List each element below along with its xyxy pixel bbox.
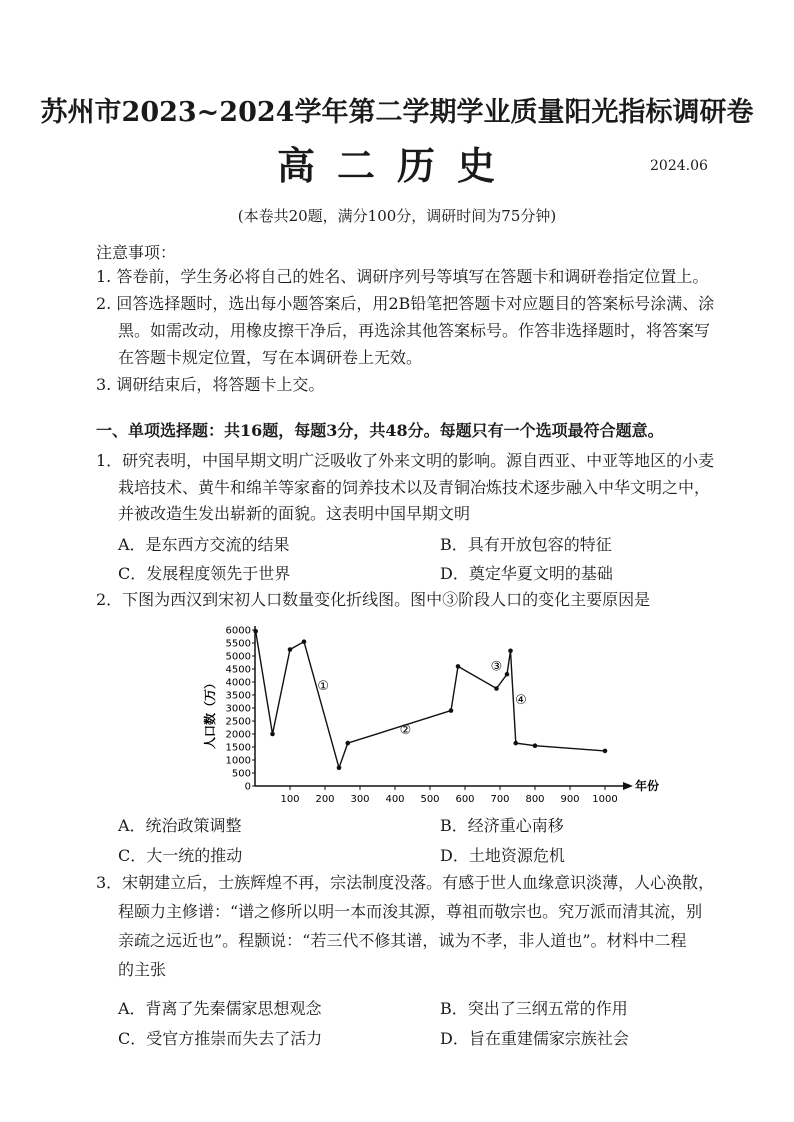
chart-annotations: [317, 659, 526, 738]
x-tick-label: 300: [350, 794, 370, 805]
data-point: [288, 647, 293, 652]
q3-stem-line: 亲疏之远近也”。程颢说：“若三代不修其谱，诚为不孝，非人道也”。材料中二程: [118, 931, 687, 950]
q1-option-d: D．奠定华夏文明的基础: [440, 564, 613, 583]
q3-stem-line: 3．宋朝建立后，士族辉煌不再，宗法制度没落。有感于世人血缘意识淡薄，人心涣散，: [96, 873, 715, 892]
q3-option-b: B．突出了三纲五常的作用: [440, 999, 628, 1018]
stage-label: ①: [317, 678, 330, 694]
population-line: [256, 631, 605, 768]
q3-option-d: D．旨在重建儒家宗族社会: [440, 1029, 629, 1048]
y-tick-label: 4500: [225, 664, 251, 676]
data-point: [337, 766, 342, 771]
x-tick-label: 800: [525, 794, 545, 805]
notice-item: 3. 调研结束后，将答题卡上交。: [96, 375, 325, 394]
q1-stem-line: 并被改造生发出崭新的面貌。这表明中国早期文明: [118, 504, 471, 523]
y-tick-label: 3000: [225, 703, 251, 715]
x-axis-label: 年份: [635, 779, 660, 793]
notice-item: 黑。如需改动，用橡皮擦干净后，再选涂其他答案标号。作答非选择题时，将答案写: [118, 321, 711, 340]
stage-label: ②: [399, 723, 412, 738]
q1-option-a: A．是东西方交流的结果: [118, 535, 290, 554]
y-tick-label: 5000: [225, 651, 251, 663]
q1-stem-line: 栽培技术、黄牛和绵羊等家畜的饲养技术以及青铜冶炼技术逐步融入中华文明之中，: [118, 478, 711, 497]
q1-option-c: C．发展程度领先于世界: [118, 564, 291, 583]
data-point: [508, 649, 513, 654]
y-tick-label: 0: [244, 781, 251, 793]
subject-title: 高二历史: [276, 143, 517, 188]
chart-ticks: [226, 626, 618, 806]
q2-option-c: C．大一统的推动: [118, 846, 243, 865]
data-point: [513, 741, 518, 746]
q3-option-c: C．受官方推崇而失去了活力: [118, 1029, 323, 1048]
notice-item: 在答题卡规定位置，写在本调研卷上无效。: [118, 348, 423, 367]
data-point: [603, 749, 608, 754]
chart-axes: [202, 626, 659, 793]
x-tick-label: 900: [560, 794, 580, 805]
q2-stem: 2．下图为西汉到宋初人口数量变化折线图。图中③阶段人口的变化主要原因是: [96, 590, 651, 609]
population-line-chart: [200, 618, 660, 808]
data-point: [505, 672, 510, 677]
y-tick-label: 5500: [225, 638, 251, 650]
data-point: [253, 629, 258, 634]
y-axis-label: 人口数（万）: [203, 676, 217, 750]
stage-label: ③: [490, 659, 503, 675]
data-point: [302, 639, 307, 644]
q3-stem-line: 的主张: [118, 960, 167, 979]
q2-option-a: A．统治政策调整: [118, 816, 242, 835]
data-point: [533, 743, 538, 748]
x-tick-label: 200: [315, 794, 335, 805]
y-tick-label: 6000: [225, 625, 251, 637]
x-tick-label: 400: [385, 794, 405, 805]
chart-series: [253, 629, 607, 770]
x-axis-arrow: [623, 782, 633, 790]
section-heading: 一、单项选择题：共16题，每题3分，共48分。每题只有一个选项最符合题意。: [96, 421, 664, 440]
y-tick-label: 500: [231, 768, 251, 780]
notice-heading: 注意事项：: [96, 243, 177, 262]
notice-item: 2. 回答选择题时，选出每小题答案后，用2B铅笔把答题卡对应题目的答案标号涂满、涂: [96, 294, 715, 313]
data-point: [494, 686, 499, 691]
x-tick-label: 100: [280, 794, 300, 805]
data-point: [270, 732, 275, 737]
q2-option-b: B．经济重心南移: [440, 816, 564, 835]
q3-option-a: A．背离了先秦儒家思想观念: [118, 999, 322, 1018]
exam-note: (本卷共20题，满分100分，调研时间为75分钟): [237, 207, 557, 225]
y-tick-label: 1500: [225, 742, 251, 754]
x-tick-label: 500: [420, 794, 440, 805]
y-tick-label: 2000: [225, 729, 251, 741]
q2-option-d: D．土地资源危机: [440, 846, 565, 865]
q1-stem-line: 1．研究表明，中国早期文明广泛吸收了外来文明的影响。源自西亚、中亚等地区的小麦: [96, 451, 715, 470]
stage-label: ④: [515, 693, 527, 709]
data-point: [449, 708, 454, 713]
exam-date: 2024.06: [650, 158, 708, 174]
q3-stem-line: 程颐力主修谱：“谱之修所以明一本而浚其源，尊祖而敬宗也。究万派而清其流，别: [118, 902, 703, 921]
notice-item: 1. 答卷前，学生务必将自己的姓名、调研序列号等填写在答题卡和调研卷指定位置上。: [96, 267, 709, 286]
exam-title: 苏州市2023~2024学年第二学期学业质量阳光指标调研卷: [40, 97, 754, 128]
x-tick-label: 700: [490, 794, 510, 805]
q1-option-b: B．具有开放包容的特征: [440, 535, 612, 554]
data-point: [456, 664, 461, 669]
y-tick-label: 2500: [225, 716, 251, 728]
data-point: [345, 741, 350, 746]
y-tick-label: 4000: [225, 677, 251, 689]
y-tick-label: 1000: [225, 755, 251, 767]
y-tick-label: 3500: [225, 690, 251, 702]
x-tick-label: 600: [455, 794, 475, 805]
x-tick-label: 1000: [592, 794, 618, 805]
